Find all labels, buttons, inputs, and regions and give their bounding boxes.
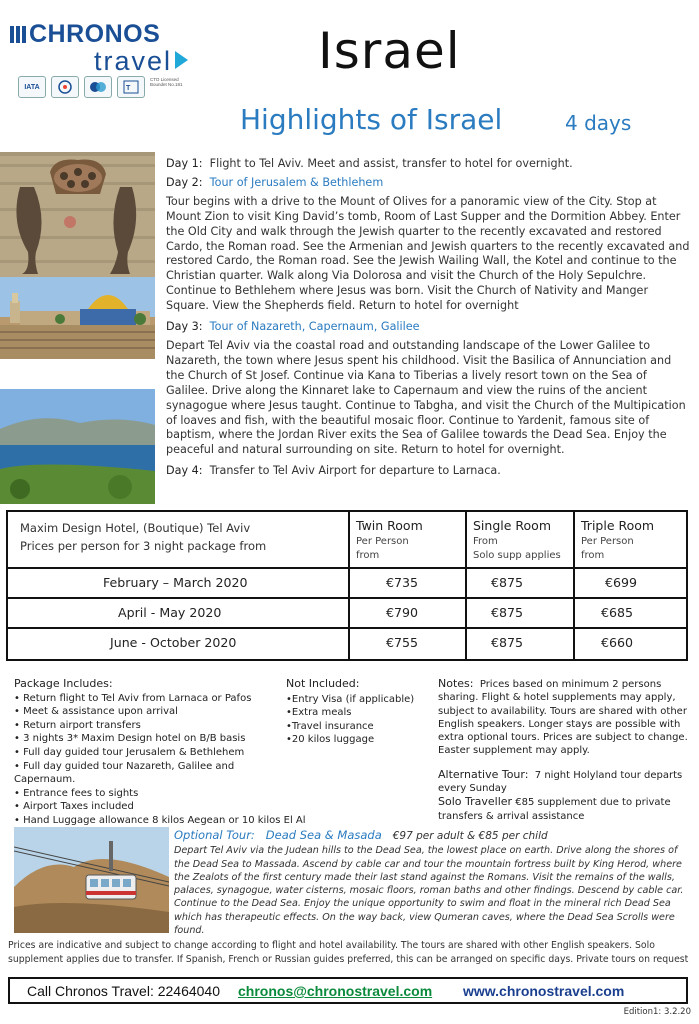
includes-item: • 3 nights 3* Maxim Design hotel on B/B basis bbox=[14, 733, 246, 745]
twin-price: €735 bbox=[386, 575, 419, 590]
hotel-name: Maxim Design Hotel, (Boutique) Tel Aviv bbox=[20, 521, 251, 535]
day-1-label: Day 1: bbox=[166, 157, 203, 170]
optional-text: Depart Tel Aviv via the Judean hills to the Dead Sea, the lowest place on earth. Drive along the shores of the Dead Sea to Massada. Ascend by cable car and tour the mountain fortress built by King Herod, where the Zealots of the first century made their last stand against the Romans. Visit the remains of the walls, palaces, synagogue, water cisterns, mosaic floors, roman baths and other findings. Descend by cable car. Continue to the Dead Sea. Enjoy the unique opportunity to swim and float in the mineral rich Dead Sea which has therapeutic effects. On the way back, view Qumeran caves, where the Dead Sea Scrolls were found. bbox=[174, 845, 684, 937]
day-1 bbox=[166, 157, 691, 172]
col-triple-sub1: Per Person bbox=[581, 536, 634, 547]
notes bbox=[438, 677, 696, 823]
iata-badge: IATA bbox=[18, 76, 46, 98]
day-3-label: Day 3: bbox=[166, 320, 203, 334]
country-title: Israel bbox=[318, 22, 461, 80]
solo-traveller bbox=[438, 795, 696, 823]
not-included-item: •20 kilos luggage bbox=[286, 734, 375, 746]
column-divider bbox=[573, 512, 575, 567]
triple-price: €660 bbox=[601, 635, 634, 650]
solo-text: €85 supplement due to private transfers & arrival assistance bbox=[438, 797, 671, 822]
chronos-logo bbox=[10, 20, 240, 100]
column-divider bbox=[465, 599, 467, 627]
row-period: February – March 2020 bbox=[103, 575, 248, 590]
col-twin-name: Twin Room bbox=[356, 518, 423, 533]
column-divider bbox=[348, 629, 350, 659]
contact-phone[interactable]: Call Chronos Travel: 22464040 bbox=[27, 983, 221, 999]
tour-title: Highlights of Israel bbox=[240, 103, 503, 136]
row-period: April - May 2020 bbox=[118, 605, 222, 620]
day-3-title: Tour of Nazareth, Capernaum, Galilee bbox=[209, 320, 420, 334]
day-2-label: Day 2: bbox=[166, 175, 203, 189]
includes-item: • Airport Taxes included bbox=[14, 801, 134, 813]
alt-tour bbox=[438, 768, 696, 796]
masada-cable-car-image bbox=[14, 827, 169, 933]
day-2 bbox=[166, 176, 691, 191]
badge-c bbox=[117, 76, 145, 98]
twin-price: €755 bbox=[386, 635, 419, 650]
col-single-sub2: Solo supp applies bbox=[473, 550, 561, 561]
price-row bbox=[8, 629, 686, 659]
contact-bar bbox=[8, 977, 688, 1004]
solo-label: Solo Traveller bbox=[438, 795, 513, 809]
column-divider bbox=[348, 599, 350, 627]
includes-item: • Full day guided tour Jerusalem & Bethlehem bbox=[14, 746, 245, 758]
not-included bbox=[286, 677, 436, 747]
brand-name: CHRONOS bbox=[29, 20, 161, 48]
optional-label: Optional Tour: bbox=[174, 828, 255, 842]
tour-duration: 4 days bbox=[565, 111, 632, 135]
column-divider bbox=[465, 629, 467, 659]
column-divider bbox=[348, 569, 350, 597]
optional-price: €97 per adult & €85 per child bbox=[392, 830, 548, 842]
day-3-text: Depart Tel Aviv via the coastal road and outstanding landscape of the Lower Galilee to Nazareth, the town where Jesus spent his childhood. Visit the Basilica of Annunciation and the Church of St Josef. Continue via Kana to Tiberias a lively resort town on the Sea of Galilee. Drive along the Kinnaret lake to Capernaum and view the ruins of the ancient synagogue where Jesus taught. Continue to Tabgha, and visit the Church of the Multipication of loaves and fish, with the beautiful mosaic floor. Continue to Yardenit, famous site of baptism, where the Jordan River exits the Sea of Galilee towards the Dead Sea. Enjoy the peaceful and natural surrounding on site. Return to hotel for overnight. bbox=[166, 338, 686, 457]
single-price: €875 bbox=[491, 575, 524, 590]
logo-bars-icon bbox=[10, 26, 26, 43]
contact-website-link[interactable]: www.chronostravel.com bbox=[463, 983, 625, 999]
brand-sub bbox=[94, 46, 188, 77]
triple-price: €699 bbox=[605, 575, 638, 590]
disclaimer: Prices are indicative and subject to change according to flight and hotel availability. The tours are shared with other English speakers. Solo supplement applies due to transfer. If Spanish, French or Russian guides preferred, this can be arranged on specific days. Private tours on request bbox=[8, 940, 689, 965]
not-included-heading: Not Included: bbox=[286, 677, 360, 690]
price-table-header bbox=[8, 512, 686, 569]
cto-license: CTO Licensed Boundet No.181 bbox=[150, 77, 183, 87]
day-3 bbox=[166, 320, 691, 335]
accreditation-badges bbox=[18, 76, 188, 98]
includes-item: • Entrance fees to sights bbox=[14, 787, 139, 799]
single-price: €875 bbox=[491, 635, 524, 650]
edition: Edition1: 3.2.20 bbox=[623, 1007, 691, 1017]
column-divider bbox=[573, 569, 575, 597]
includes-item: • Full day guided tour Nazareth, Galilee and Capernaum. bbox=[14, 760, 235, 786]
column-divider bbox=[573, 599, 575, 627]
price-table bbox=[6, 510, 688, 661]
col-single-sub1: From bbox=[473, 536, 498, 547]
col-single-name: Single Room bbox=[473, 518, 551, 533]
col-twin bbox=[356, 518, 423, 563]
col-twin-sub2: from bbox=[356, 550, 380, 561]
includes-item: • Return airport transfers bbox=[14, 719, 141, 731]
badge-b bbox=[84, 76, 112, 98]
mosaic-loaves-fish-image bbox=[0, 152, 155, 277]
not-included-item: •Travel insurance bbox=[286, 720, 374, 732]
optional-tour bbox=[174, 829, 696, 937]
notes-label: Notes: bbox=[438, 677, 474, 690]
not-included-item: •Extra meals bbox=[286, 707, 352, 719]
itinerary bbox=[166, 154, 691, 483]
notes-text: Prices based on minimum 2 persons sharing. Flight & hotel supplements may apply, subject to availability. Tours are shared with other English speakers. Longer stays are possible with extra optional tours. Prices are subject to change. Easter supplement may apply. bbox=[438, 679, 688, 757]
price-row bbox=[8, 569, 686, 599]
jerusalem-dome-image bbox=[0, 277, 155, 359]
column-divider bbox=[465, 569, 467, 597]
column-divider bbox=[348, 512, 350, 567]
brand-sub-text: travel bbox=[94, 46, 173, 76]
price-basis: Prices per person for 3 night package from bbox=[20, 539, 267, 553]
includes-item: • Return flight to Tel Aviv from Larnaca or Pafos bbox=[14, 692, 252, 704]
day-4-text: Transfer to Tel Aviv Airport for departure to Larnaca. bbox=[209, 464, 501, 478]
sea-of-galilee-image bbox=[0, 389, 155, 504]
hotel-info bbox=[20, 519, 266, 555]
day-1-text: Flight to Tel Aviv. Meet and assist, transfer to hotel for overnight. bbox=[209, 157, 573, 170]
not-included-item: •Entry Visa (if applicable) bbox=[286, 693, 415, 705]
row-period: June - October 2020 bbox=[110, 635, 237, 650]
notes-main bbox=[438, 677, 696, 758]
col-triple bbox=[581, 518, 654, 563]
badge-a bbox=[51, 76, 79, 98]
alt-tour-text: 7 night Holyland tour departs every Sunday bbox=[438, 769, 683, 795]
package-includes bbox=[14, 677, 306, 828]
day-2-title: Tour of Jerusalem & Bethlehem bbox=[209, 175, 384, 189]
price-row bbox=[8, 599, 686, 629]
single-price: €875 bbox=[491, 605, 524, 620]
day-4 bbox=[166, 464, 691, 479]
column-divider bbox=[573, 629, 575, 659]
day-2-text: Tour begins with a drive to the Mount of Olives for a panoramic view of the City. Stop at Mount Zion to visit King David’s tomb, Room of Last Supper and the Dormition Abbey. Enter the Old City and walk through the Jewish quarter to the recently excavated and restored Cardo, the Roman road. See the Armenian and Jewish quarters to the recently excavated and restored Cardo, the Roman road. See the Jewish Wailing Wall, the Kotel and continue to the Christian quarter. Walk along Via Dolorosa and visit the Church of the Holy Sepulchre. Continue to Bethlehem where Jesus was born. Visit the Church of Nativity and Manger Square. View the Shepherds field. Return to hotel for overnight bbox=[166, 194, 690, 313]
column-divider bbox=[465, 512, 467, 567]
col-twin-sub1: Per Person bbox=[356, 536, 409, 547]
alt-tour-label: Alternative Tour: bbox=[438, 767, 529, 781]
includes-heading: Package Includes: bbox=[14, 677, 113, 690]
svg-text:T: T bbox=[126, 85, 131, 92]
triple-price: €685 bbox=[601, 605, 634, 620]
col-triple-sub2: from bbox=[581, 550, 605, 561]
optional-title: Dead Sea & Masada bbox=[265, 828, 382, 842]
includes-item: • Meet & assistance upon arrival bbox=[14, 706, 178, 718]
col-triple-name: Triple Room bbox=[581, 518, 655, 533]
contact-email-link[interactable]: chronos@chronostravel.com bbox=[238, 983, 433, 999]
play-triangle-icon bbox=[175, 51, 188, 69]
day-4-label: Day 4: bbox=[166, 464, 203, 478]
twin-price: €790 bbox=[386, 605, 419, 620]
col-single bbox=[473, 518, 561, 563]
includes-item: • Hand Luggage allowance 8 kilos Aegean or 10 kilos El Al bbox=[14, 814, 306, 826]
optional-tour-heading bbox=[174, 829, 696, 843]
